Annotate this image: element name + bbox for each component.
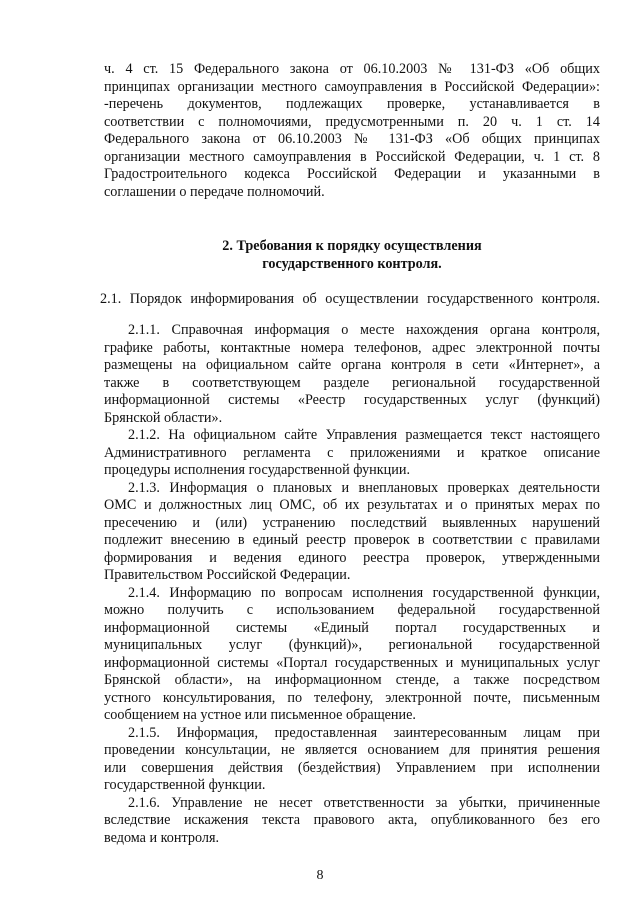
text-line: Федерального закона от 06.10.2003 № 131-ФЗ «Об общих принципах [104,131,600,147]
intro-paragraph [104,61,600,201]
text-line: Градостроительного кодекса Российской Федерации и указанными в [104,166,600,182]
paragraph-2-1-3 [104,480,600,585]
text-line: можно получить с использованием федеральной государственной [104,602,600,618]
text-line: размещены на официальном сайте органа контроля в сети «Интернет», а [104,357,600,373]
section-heading [104,237,600,273]
text-line: Брянской области». [104,409,223,426]
heading-line-2: государственного контроля. [262,256,442,272]
text-line: Правительством Российской Федерации. [104,567,351,583]
text-line: организации местного самоуправления в Российской Федерации, ч. 1 ст. 8 [104,148,600,165]
text-line: 2.1.6. Управление не несет ответственности за убытки, причиненные [128,794,600,811]
text-line: графике работы, контактные номера телефонов, адрес электронной почты [104,339,600,356]
paragraph-2-1-1 [104,322,600,427]
body-paragraphs [104,322,600,847]
text-line: процедуры исполнения государственной функции. [104,462,410,478]
text-line: -перечень документов, подлежащих проверке, устанавливается в [104,96,600,112]
text-line: вследствие искажения текста правового акта, опубликованного без его [104,812,600,828]
text-line: 2.1.2. На официальном сайте Управления размещается текст настоящего [128,427,600,443]
text-line: также в соответствующем разделе региональной государственной [104,374,600,391]
text-line: 2.1.1. Справочная информация о месте нахождения органа контроля, [128,322,600,338]
text-line: проведении консультации, не является основанием для принятия решения [104,742,600,758]
text-line: пресечению и (или) устранению последствий выявленных нарушений [104,514,600,531]
text-line: ОМС и должностных лиц ОМС, об их результатах и о принятых мерах по [104,497,600,513]
paragraph-2-1-2 [104,427,600,480]
paragraph-2-1-4 [104,585,600,725]
page-number: 8 [316,868,324,883]
text-line: муниципальных услуг (функций)», региональной государственной [104,637,600,653]
text-line: 2.1.3. Информация о плановых и внеплановых проверках деятельности [128,479,600,496]
text-line: ч. 4 ст. 15 Федерального закона от 06.10.2003 № 131-ФЗ «Об общих [104,61,600,77]
subsection-title: 2.1. Порядок информирования об осуществлении государственного контроля. [100,291,600,307]
text-line: соглашении о передаче полномочий. [104,183,325,200]
text-line: подлежит внесению в единый реестр проверок в соответствии с правилами [104,532,600,548]
text-line: информационной системы «Реестр государственных услуг (функций) [104,392,600,408]
text-line: информационной системы «Единый портал государственных и [104,619,600,636]
text-line: государственной функции. [104,777,266,793]
text-line: сообщением на устное или письменное обращение. [104,707,416,723]
text-line: Брянской области», на информационном стенде, а также посредством [104,672,600,688]
text-line: ведома и контроля. [104,829,220,846]
text-line: формирования и ведения единого реестра проверок, утвержденными [104,549,600,566]
paragraph-2-1-5 [104,725,600,795]
text-line: принципах организации местного самоуправления в Российской Федерации»: [104,78,600,95]
heading-line-1: 2. Требования к порядку осуществления [222,238,482,254]
text-line: или совершения действия (бездействия) Управлением при исполнении [104,759,600,776]
text-line: 2.1.4. Информацию по вопросам исполнения государственной функции, [128,584,600,601]
text-line: информационной системы «Портал государственных и муниципальных услуг [104,654,600,671]
paragraph-2-1-6 [104,795,600,848]
text-line: 2.1.5. Информация, предоставленная заинтересованным лицам при [128,724,600,741]
text-line: Административного регламента с приложениями и краткое описание [104,444,600,461]
text-line: соответствии с полномочиями, предусмотренными п. 20 ч. 1 ст. 14 [104,113,600,130]
text-line: устного консультирования, по телефону, электронной почте, письменным [104,689,600,706]
